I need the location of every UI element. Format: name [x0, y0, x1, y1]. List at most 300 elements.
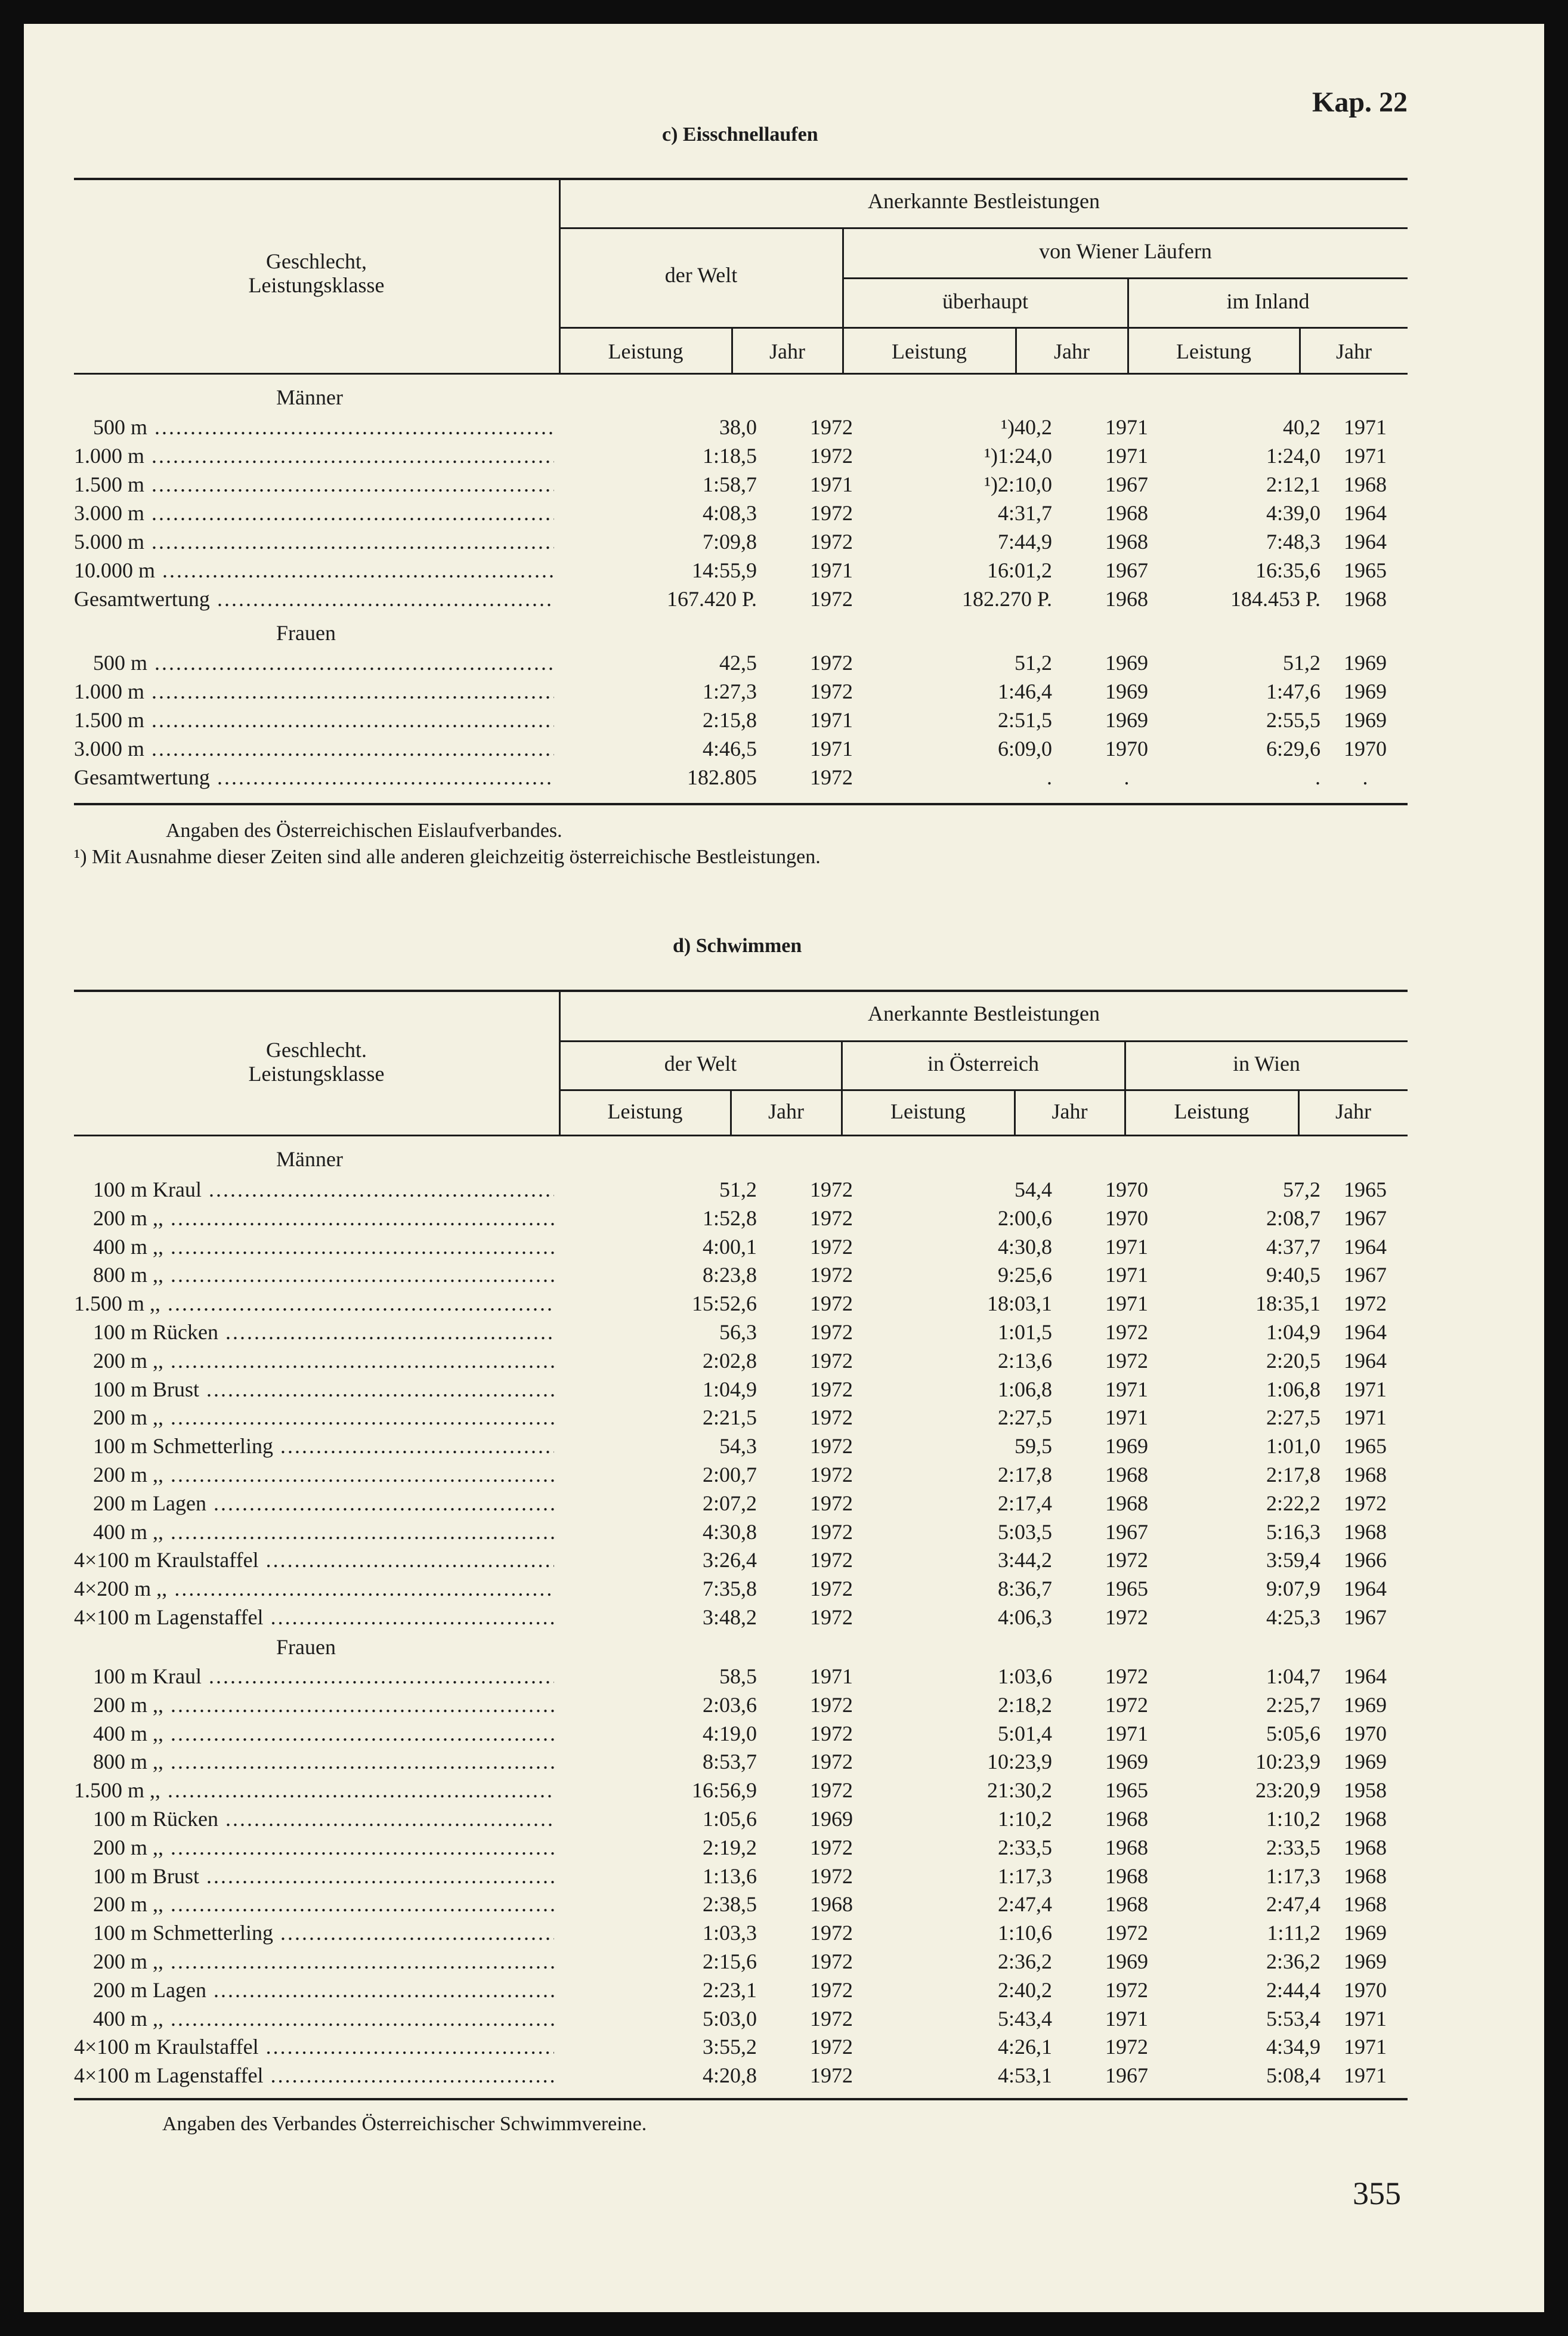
col5-performance: 1:17,3 — [1266, 1864, 1320, 1888]
col5-performance: 23:20,9 — [1255, 1778, 1320, 1802]
table-row — [74, 763, 1408, 792]
col3-year: 1965 — [1105, 1577, 1148, 1600]
row-label: 1.500 m ,, ..... — [74, 1289, 554, 1318]
skating-top-rule — [74, 178, 1408, 180]
world-year: 1972 — [810, 1605, 853, 1629]
col3-performance: 2:36,2 — [997, 1949, 1052, 1973]
col3-year: 1969 — [1105, 1949, 1148, 1973]
col5-year: 1967 — [1344, 1263, 1387, 1287]
col5-year: 1964 — [1344, 1577, 1387, 1600]
world-performance: 3:48,2 — [702, 1605, 757, 1629]
world-year: 1972 — [810, 1491, 853, 1515]
col5-year: 1968 — [1344, 1807, 1387, 1831]
col3-performance: ¹)40,2 — [1001, 415, 1052, 439]
world-year: 1972 — [810, 1722, 853, 1745]
col3-year: 1972 — [1105, 1664, 1148, 1688]
skating-header-world: der Welt — [664, 263, 738, 287]
swimming-header-austria: in Österreich — [927, 1052, 1039, 1076]
col5-performance: 4:37,7 — [1266, 1235, 1320, 1259]
table-row — [74, 1432, 1408, 1460]
col5-year: 1969 — [1344, 1921, 1387, 1945]
col5-performance: 2:08,7 — [1266, 1206, 1320, 1230]
col5-performance: 5:16,3 — [1266, 1520, 1320, 1544]
col5-performance: 5:53,4 — [1266, 2007, 1320, 2031]
col3-year: 1972 — [1105, 1320, 1148, 1344]
col5-year: 1964 — [1344, 1664, 1387, 1688]
col5-performance: 1:10,2 — [1266, 1807, 1320, 1831]
world-year: 1972 — [810, 679, 853, 703]
col3-performance: 1:10,2 — [997, 1807, 1052, 1831]
col3-performance: 5:03,5 — [997, 1520, 1052, 1544]
col3-year: 1970 — [1105, 737, 1148, 761]
col5-year: 1965 — [1344, 558, 1387, 582]
row-label: 400 m ,, ..... — [74, 2004, 554, 2033]
table-row — [74, 441, 1408, 470]
world-year: 1972 — [810, 1291, 853, 1315]
table-row — [74, 1890, 1408, 1918]
group-subheader: Männer — [276, 1147, 343, 1171]
row-label: Gesamtwertung ..... — [74, 585, 554, 613]
world-year: 1972 — [810, 2035, 853, 2059]
row-label: 500 m ..... — [74, 413, 554, 441]
col5-year: 1970 — [1344, 737, 1387, 761]
col5-year: 1964 — [1344, 1320, 1387, 1344]
col5-year: 1970 — [1344, 1722, 1387, 1745]
table-row — [74, 1460, 1408, 1489]
row-label: 200 m Lagen ..... — [74, 1976, 554, 2004]
table-row — [74, 413, 1408, 441]
row-label: 800 m ,, ..... — [74, 1747, 554, 1776]
row-label: Gesamtwertung ..... — [74, 763, 554, 792]
table-row — [74, 1691, 1408, 1719]
swimming-header-vienna: in Wien — [1233, 1052, 1300, 1076]
world-year: 1972 — [810, 1178, 853, 1201]
table-row — [74, 1318, 1408, 1346]
swimming-header-rule-2 — [560, 1089, 1408, 1091]
table-row — [74, 1947, 1408, 1976]
skating-header-year: Jahr — [769, 339, 805, 363]
row-label: 5.000 m ..... — [74, 527, 554, 556]
col3-performance: 18:03,1 — [986, 1291, 1052, 1315]
col3-year: 1968 — [1105, 530, 1148, 554]
table-row — [74, 1518, 1408, 1546]
col3-year: 1971 — [1105, 1405, 1148, 1429]
col3-performance: 4:53,1 — [997, 2063, 1052, 2087]
col3-performance: . — [1047, 765, 1052, 789]
col3-performance: 2:33,5 — [997, 1836, 1052, 1859]
col5-performance: 10:23,9 — [1255, 1750, 1320, 1773]
skating-header-bottom-rule — [74, 373, 1408, 375]
world-year: 1972 — [810, 1978, 853, 2002]
col3-year: 1970 — [1105, 1206, 1148, 1230]
col5-performance: 2:55,5 — [1266, 708, 1320, 732]
col5-year: 1971 — [1344, 2035, 1387, 2059]
table-row — [74, 2004, 1408, 2033]
col3-year: 1968 — [1105, 587, 1148, 611]
row-label: 800 m ,, ..... — [74, 1260, 554, 1289]
col3-performance: 182.270 P. — [961, 587, 1052, 611]
world-year: 1972 — [810, 1836, 853, 1859]
col5-year: 1968 — [1344, 587, 1387, 611]
col3-performance: 2:40,2 — [997, 1978, 1052, 2002]
swimming-source: Angaben des Verbandes Österreichischer Schwimmvereine. — [162, 2113, 647, 2135]
world-performance: 2:19,2 — [702, 1836, 757, 1859]
row-label: 4×100 m Lagenstaffel ..... — [74, 2061, 554, 2090]
col3-year: 1969 — [1105, 1750, 1148, 1773]
col5-year: 1965 — [1344, 1178, 1387, 1201]
col5-performance: 2:27,5 — [1266, 1405, 1320, 1429]
col5-performance: 1:01,0 — [1266, 1434, 1320, 1458]
world-performance: 1:05,6 — [702, 1807, 757, 1831]
table-row — [74, 1260, 1408, 1289]
world-performance: 2:15,6 — [702, 1949, 757, 1973]
world-performance: 4:08,3 — [702, 501, 757, 525]
world-performance: 1:58,7 — [702, 472, 757, 496]
swimming-top-rule — [74, 990, 1408, 992]
col3-performance: 3:44,2 — [997, 1548, 1052, 1572]
world-performance: 58,5 — [719, 1664, 757, 1688]
row-label: 400 m ,, ..... — [74, 1232, 554, 1261]
skating-header-year: Jahr — [1054, 339, 1090, 363]
table-row — [74, 1232, 1408, 1261]
col5-year: 1965 — [1344, 1434, 1387, 1458]
col3-performance: 8:36,7 — [997, 1577, 1052, 1600]
chapter-label: Kap. 22 — [1312, 86, 1408, 118]
world-performance: 7:09,8 — [702, 530, 757, 554]
col5-year: 1971 — [1344, 1405, 1387, 1429]
world-performance: 2:02,8 — [702, 1349, 757, 1373]
table-row — [74, 1976, 1408, 2004]
row-label: 200 m ,, ..... — [74, 1890, 554, 1918]
table-row — [74, 1918, 1408, 1947]
col3-performance: ¹)1:24,0 — [984, 444, 1052, 468]
table-row — [74, 2061, 1408, 2090]
col5-performance: 2:36,2 — [1266, 1949, 1320, 1973]
table-row — [74, 1489, 1408, 1518]
world-year: 1972 — [810, 1778, 853, 1802]
col5-year: 1970 — [1344, 1978, 1387, 2002]
col5-performance: 2:47,4 — [1266, 1892, 1320, 1916]
table-row — [74, 499, 1408, 527]
col3-performance: 2:17,8 — [997, 1463, 1052, 1487]
table-row — [74, 470, 1408, 499]
col3-performance: 10:23,9 — [986, 1750, 1052, 1773]
skating-header-vienna: von Wiener Läufern — [1039, 239, 1212, 263]
world-year: 1971 — [810, 558, 853, 582]
col5-year: 1969 — [1344, 708, 1387, 732]
col5-performance: 4:34,9 — [1266, 2035, 1320, 2059]
col5-performance: 1:04,7 — [1266, 1664, 1320, 1688]
col5-performance: 2:20,5 — [1266, 1349, 1320, 1373]
col5-performance: 2:12,1 — [1266, 472, 1320, 496]
col3-year: 1972 — [1105, 1548, 1148, 1572]
col3-year: 1971 — [1105, 1722, 1148, 1745]
col3-performance: 5:01,4 — [997, 1722, 1052, 1745]
table-row — [74, 1204, 1408, 1232]
world-performance: 5:03,0 — [702, 2007, 757, 2031]
row-label: 1.500 m ..... — [74, 706, 554, 734]
col5-performance: 1:11,2 — [1267, 1921, 1320, 1945]
col5-year: 1964 — [1344, 1235, 1387, 1259]
world-performance: 56,3 — [719, 1320, 757, 1344]
table-row — [74, 1289, 1408, 1318]
col5-performance: 18:35,1 — [1255, 1291, 1320, 1315]
table-row — [74, 706, 1408, 734]
col3-performance: 2:00,6 — [997, 1206, 1052, 1230]
table-row — [74, 1375, 1408, 1404]
col3-year: 1965 — [1105, 1778, 1148, 1802]
swimming-header-perf: Leistung — [1174, 1099, 1250, 1123]
row-label: 400 m ,, ..... — [74, 1719, 554, 1748]
col3-performance: 1:46,4 — [997, 679, 1052, 703]
row-label: 10.000 m ..... — [74, 556, 554, 585]
table-row — [74, 1346, 1408, 1375]
col5-performance: 1:47,6 — [1266, 679, 1320, 703]
col5-year: 1968 — [1344, 1463, 1387, 1487]
col3-performance: 1:03,6 — [997, 1664, 1052, 1688]
world-year: 1972 — [810, 1750, 853, 1773]
table-row — [74, 648, 1408, 677]
col3-year: 1971 — [1105, 1263, 1148, 1287]
col3-year: 1971 — [1105, 1291, 1148, 1315]
world-performance: 42,5 — [719, 651, 757, 675]
col3-performance: 2:17,4 — [997, 1491, 1052, 1515]
group-subheader: Frauen — [276, 1635, 336, 1659]
col3-performance: 4:31,7 — [997, 501, 1052, 525]
col3-year: 1967 — [1105, 472, 1148, 496]
world-performance: 15:52,6 — [691, 1291, 757, 1315]
col3-year: 1972 — [1105, 1349, 1148, 1373]
row-label: 3.000 m ..... — [74, 734, 554, 763]
table-row — [74, 1862, 1408, 1890]
col5-year: 1971 — [1344, 1377, 1387, 1401]
col3-performance: 2:18,2 — [997, 1693, 1052, 1717]
col3-performance: 7:44,9 — [997, 530, 1052, 554]
row-label: 1.000 m ..... — [74, 441, 554, 470]
col3-year: 1969 — [1105, 651, 1148, 675]
col5-year: 1971 — [1344, 2007, 1387, 2031]
col3-year: . — [1124, 765, 1130, 789]
swimming-header-year: Jahr — [1051, 1099, 1088, 1123]
world-year: 1972 — [810, 1405, 853, 1429]
col5-performance: 6:29,6 — [1266, 737, 1320, 761]
world-year: 1972 — [810, 587, 853, 611]
col5-performance: 2:25,7 — [1266, 1693, 1320, 1717]
world-year: 1972 — [810, 1693, 853, 1717]
col3-year: 1968 — [1105, 501, 1148, 525]
swimming-header-top: Anerkannte Bestleistungen — [868, 1002, 1100, 1025]
skating-stub-header: Geschlecht, Leistungsklasse — [248, 249, 385, 297]
world-year: 1972 — [810, 1434, 853, 1458]
swimming-header-world: der Welt — [664, 1052, 737, 1076]
skating-header-perf: Leistung — [892, 339, 967, 363]
skating-footnote: ¹) Mit Ausnahme dieser Zeiten sind alle anderen gleichzeitig österreichische Bestleistungen. — [74, 846, 821, 868]
row-label: 4×200 m ,, ..... — [74, 1574, 554, 1603]
world-year: 1972 — [810, 1235, 853, 1259]
world-year: 1972 — [810, 1263, 853, 1287]
world-performance: 4:20,8 — [702, 2063, 757, 2087]
table-row — [74, 527, 1408, 556]
world-performance: 2:21,5 — [702, 1405, 757, 1429]
col5-performance: 16:35,6 — [1255, 558, 1320, 582]
col3-year: 1969 — [1105, 679, 1148, 703]
world-year: 1972 — [810, 501, 853, 525]
col5-performance: 5:05,6 — [1266, 1722, 1320, 1745]
col5-year: 1964 — [1344, 530, 1387, 554]
skating-header-inland: im Inland — [1226, 289, 1310, 313]
world-performance: 3:26,4 — [702, 1548, 757, 1572]
col3-performance: 1:17,3 — [997, 1864, 1052, 1888]
row-label: 100 m Brust ..... — [74, 1375, 554, 1404]
col5-year: 1971 — [1344, 444, 1387, 468]
row-label: 400 m ,, ..... — [74, 1518, 554, 1546]
col3-year: 1972 — [1105, 1693, 1148, 1717]
world-performance: 1:03,3 — [702, 1921, 757, 1945]
swimming-header-year: Jahr — [768, 1099, 804, 1123]
table-row — [74, 1833, 1408, 1862]
table-row — [74, 1175, 1408, 1204]
world-year: 1972 — [810, 651, 853, 675]
world-year: 1969 — [810, 1807, 853, 1831]
world-year: 1972 — [810, 1548, 853, 1572]
world-year: 1972 — [810, 1377, 853, 1401]
world-performance: 7:35,8 — [702, 1577, 757, 1600]
world-year: 1972 — [810, 530, 853, 554]
world-performance: 4:46,5 — [702, 737, 757, 761]
world-performance: 4:00,1 — [702, 1235, 757, 1259]
col3-performance: 9:25,6 — [997, 1263, 1052, 1287]
col3-performance: 54,4 — [1015, 1178, 1052, 1201]
col3-performance: 2:27,5 — [997, 1405, 1052, 1429]
skating-bottom-rule — [74, 803, 1408, 805]
col5-performance: 51,2 — [1283, 651, 1320, 675]
world-performance: 38,0 — [719, 415, 757, 439]
row-label: 100 m Kraul ..... — [74, 1662, 554, 1691]
swimming-stub-header: Geschlecht. Leistungsklasse — [248, 1038, 385, 1086]
skating-title: c) Eisschnellaufen — [662, 123, 818, 146]
world-year: 1972 — [810, 444, 853, 468]
col5-performance: 2:33,5 — [1266, 1836, 1320, 1859]
row-label: 100 m Schmetterling ..... — [74, 1432, 554, 1460]
table-row — [74, 1574, 1408, 1603]
world-year: 1972 — [810, 1520, 853, 1544]
world-performance: 4:30,8 — [702, 1520, 757, 1544]
skating-header-top: Anerkannte Bestleistungen — [868, 189, 1100, 213]
col3-year: 1969 — [1105, 1434, 1148, 1458]
row-label: 1.500 m ,, ..... — [74, 1776, 554, 1804]
group-subheader: Frauen — [276, 621, 336, 645]
skating-header-year: Jahr — [1336, 339, 1372, 363]
world-performance: 8:53,7 — [702, 1750, 757, 1773]
swimming-title: d) Schwimmen — [673, 935, 802, 957]
world-performance: 2:03,6 — [702, 1693, 757, 1717]
col5-performance: 9:40,5 — [1266, 1263, 1320, 1287]
row-label: 1.000 m ..... — [74, 677, 554, 706]
world-year: 1971 — [810, 708, 853, 732]
world-performance: 16:56,9 — [691, 1778, 757, 1802]
world-performance: 1:18,5 — [702, 444, 757, 468]
row-label: 1.500 m ..... — [74, 470, 554, 499]
table-row — [74, 585, 1408, 613]
row-label: 200 m ,, ..... — [74, 1460, 554, 1489]
world-year: 1972 — [810, 1921, 853, 1945]
skating-header-perf: Leistung — [1176, 339, 1251, 363]
world-year: 1972 — [810, 2007, 853, 2031]
col3-performance: 4:26,1 — [997, 2035, 1052, 2059]
col5-performance: 2:44,4 — [1266, 1978, 1320, 2002]
col3-year: 1971 — [1105, 1235, 1148, 1259]
table-row — [74, 556, 1408, 585]
table-row — [74, 2032, 1408, 2061]
col3-year: 1968 — [1105, 1892, 1148, 1916]
world-performance: 2:15,8 — [702, 708, 757, 732]
world-year: 1972 — [810, 415, 853, 439]
col3-year: 1968 — [1105, 1491, 1148, 1515]
col5-year: 1967 — [1344, 1605, 1387, 1629]
col5-year: 1969 — [1344, 651, 1387, 675]
col5-performance: 4:39,0 — [1266, 501, 1320, 525]
col5-year: . — [1362, 765, 1368, 789]
table-row — [74, 1747, 1408, 1776]
col5-performance: 57,2 — [1283, 1178, 1320, 1201]
world-performance: 14:55,9 — [691, 558, 757, 582]
world-performance: 182.805 — [687, 765, 757, 789]
col3-year: 1967 — [1105, 558, 1148, 582]
skating-source: Angaben des Österreichischen Eislaufverbandes. — [166, 820, 562, 842]
col3-performance: 4:06,3 — [997, 1605, 1052, 1629]
row-label: 100 m Schmetterling ..... — [74, 1918, 554, 1947]
col5-year: 1966 — [1344, 1548, 1387, 1572]
world-performance: 1:52,8 — [702, 1206, 757, 1230]
col5-performance: 5:08,4 — [1266, 2063, 1320, 2087]
col5-year: 1964 — [1344, 1349, 1387, 1373]
group-subheader: Männer — [276, 385, 343, 409]
table-row — [74, 1603, 1408, 1632]
col5-performance: 4:25,3 — [1266, 1605, 1320, 1629]
swimming-header-year: Jahr — [1335, 1099, 1371, 1123]
col3-year: 1972 — [1105, 2035, 1148, 2059]
col3-year: 1971 — [1105, 2007, 1148, 2031]
world-year: 1972 — [810, 1206, 853, 1230]
row-label: 100 m Rücken ..... — [74, 1318, 554, 1346]
swimming-header-bottom-rule — [74, 1135, 1408, 1136]
world-performance: 2:23,1 — [702, 1978, 757, 2002]
col5-year: 1968 — [1344, 1892, 1387, 1916]
col5-performance: 7:48,3 — [1266, 530, 1320, 554]
row-label: 100 m Rücken ..... — [74, 1804, 554, 1833]
col3-performance: 16:01,2 — [986, 558, 1052, 582]
table-row — [74, 677, 1408, 706]
world-year: 1971 — [810, 472, 853, 496]
col5-year: 1964 — [1344, 501, 1387, 525]
col5-year: 1969 — [1344, 1949, 1387, 1973]
col3-year: 1967 — [1105, 2063, 1148, 2087]
col5-performance: 1:04,9 — [1266, 1320, 1320, 1344]
col3-performance: 1:10,6 — [997, 1921, 1052, 1945]
col5-performance: . — [1315, 765, 1320, 789]
col5-year: 1968 — [1344, 472, 1387, 496]
col5-year: 1972 — [1344, 1491, 1387, 1515]
row-label: 4×100 m Kraulstaffel ..... — [74, 1546, 554, 1574]
col3-performance: 2:51,5 — [997, 708, 1052, 732]
row-label: 200 m Lagen ..... — [74, 1489, 554, 1518]
swimming-header-perf: Leistung — [890, 1099, 966, 1123]
world-performance: 51,2 — [719, 1178, 757, 1201]
col5-year: 1972 — [1344, 1291, 1387, 1315]
table-row — [74, 1546, 1408, 1574]
world-year: 1972 — [810, 1864, 853, 1888]
col3-year: 1972 — [1105, 1978, 1148, 2002]
